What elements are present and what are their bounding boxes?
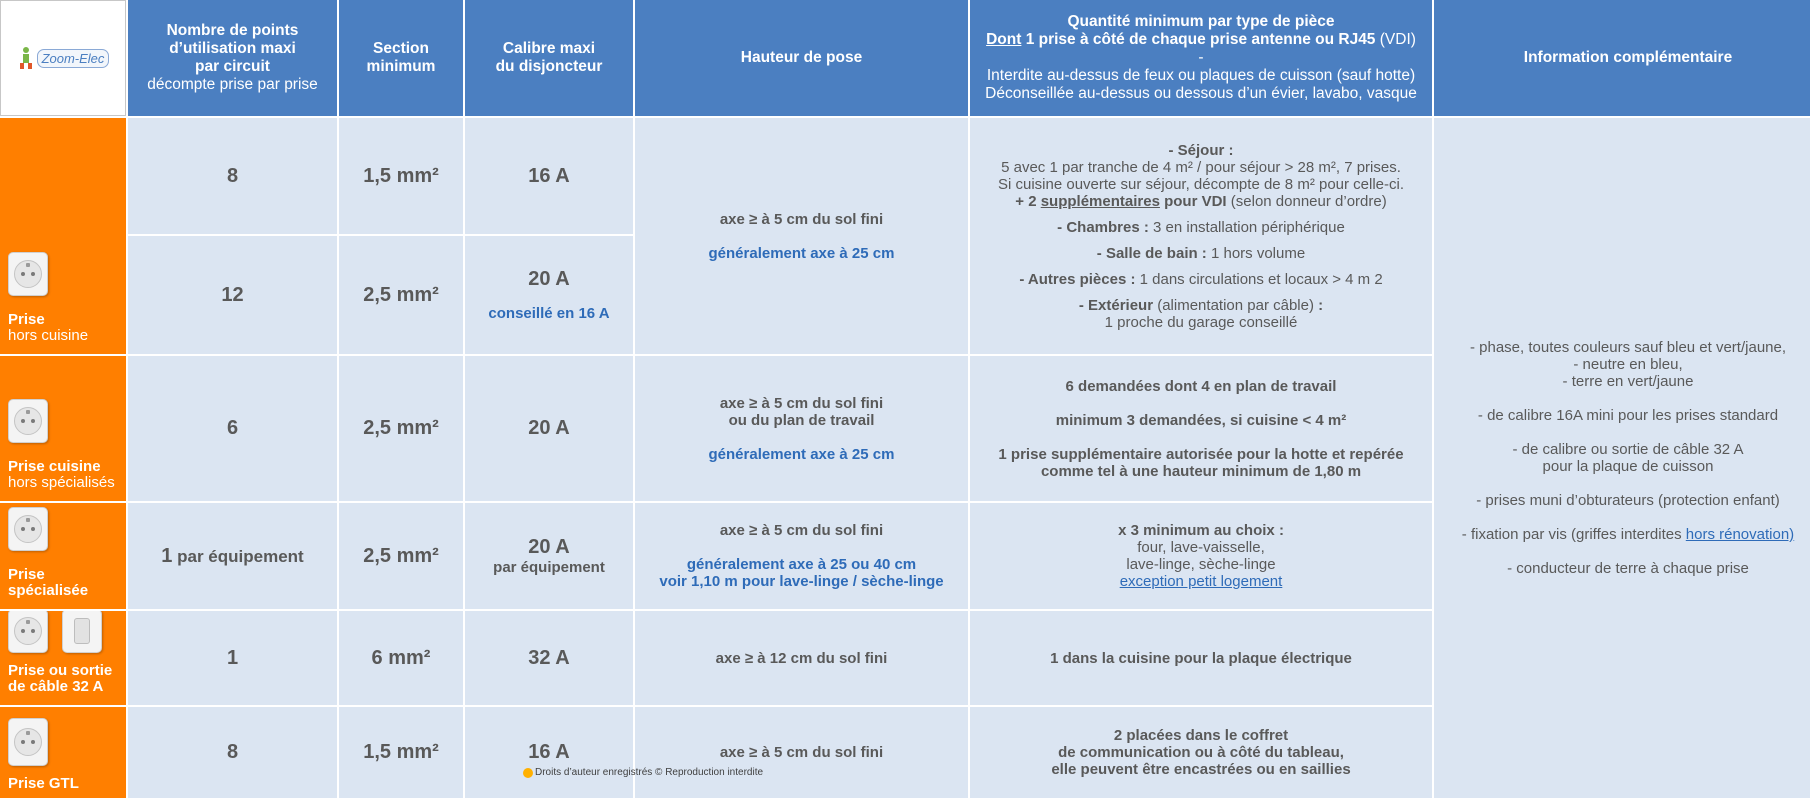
exception-petit-logement-link[interactable]: exception petit logement bbox=[1119, 573, 1283, 590]
hauteur-note: généralement axe à 25 ou 40 cm bbox=[686, 556, 917, 573]
quantite-line: comme tel à une hauteur minimum de 1,80 m bbox=[1040, 462, 1362, 480]
section-cell: 6 mm² bbox=[339, 611, 463, 705]
section-cell: 2,5 mm² bbox=[339, 356, 463, 501]
hauteur-cell: axe ≥ à 5 cm du sol fini bbox=[635, 707, 968, 798]
section-cell: 2,5 mm² bbox=[339, 503, 463, 609]
sdb-line bbox=[1097, 245, 1305, 262]
points-cell bbox=[128, 503, 337, 609]
chambres-label: - Chambres : bbox=[1057, 218, 1154, 236]
info-line bbox=[1462, 526, 1794, 543]
calibre-note: par équipement bbox=[493, 559, 605, 576]
quantite-line: 1 prise supplémentaire autorisée pour la hotte et repérée bbox=[998, 445, 1404, 463]
row-label-prise-cuisine bbox=[0, 356, 126, 501]
info-line: - conducteur de terre à chaque prise bbox=[1507, 560, 1749, 577]
calibre-cell: 16 A bbox=[465, 707, 633, 798]
logo-text: Zoom-Elec bbox=[37, 49, 110, 68]
dont-label: Dont bbox=[986, 31, 1022, 48]
row-label-cuisine-sub: hors spécialisés bbox=[8, 474, 115, 491]
header-hauteur-label: Hauteur de pose bbox=[740, 49, 863, 66]
calibre-cell: 20 A bbox=[465, 356, 633, 501]
hauteur-note: généralement axe à 25 cm bbox=[708, 244, 895, 262]
socket-icon bbox=[8, 611, 48, 653]
row-label-prise bbox=[0, 118, 126, 354]
header-quantite-title: Quantité minimum par type de pièce bbox=[1067, 13, 1335, 30]
copyright-badge-icon bbox=[523, 768, 533, 778]
vdi-pour: pour VDI bbox=[1159, 192, 1227, 210]
hauteur-cell bbox=[635, 356, 968, 501]
hauteur-text: ou du plan de travail bbox=[728, 411, 875, 429]
row-label-prise-title: Prise bbox=[8, 311, 45, 328]
vdi-supp: supplémentaires bbox=[1040, 192, 1160, 210]
row-label-32a-sub: de câble 32 A bbox=[8, 678, 104, 695]
info-line: pour la plaque de cuisson bbox=[1542, 458, 1714, 475]
socket-icon bbox=[8, 252, 48, 296]
info-fixation: - fixation par vis (griffes interdites bbox=[1461, 526, 1686, 543]
quantite-line: minimum 3 demandées, si cuisine < 4 m² bbox=[1055, 411, 1347, 429]
header-quantite-l3: Interdite au-dessus de feux ou plaques de cuisson (sauf hotte) bbox=[986, 67, 1416, 84]
chambres-value: 3 en installation périphérique bbox=[1153, 218, 1345, 236]
hors-renovation-link[interactable]: hors rénovation) bbox=[1685, 526, 1795, 543]
autres-value: 1 dans circulations et locaux > 4 m 2 bbox=[1139, 270, 1383, 288]
points-cell: 8 bbox=[128, 118, 337, 234]
quantite-line: x 3 minimum au choix : bbox=[1118, 522, 1284, 539]
header-quantite-l4: Déconseillée au-dessus ou dessous d’un évier, lavabo, vasque bbox=[985, 85, 1417, 102]
hauteur-text: axe ≥ à 5 cm du sol fini bbox=[719, 210, 884, 228]
calibre-note: conseillé en 16 A bbox=[488, 305, 610, 322]
header-points-l2: d’utilisation maxi bbox=[169, 40, 296, 57]
info-line: - phase, toutes couleurs sauf bleu et vert/jaune, bbox=[1469, 339, 1787, 356]
vdi-label: (VDI) bbox=[1375, 31, 1416, 48]
sdb-value: 1 hors volume bbox=[1210, 244, 1306, 262]
header-points-l1: Nombre de points bbox=[166, 22, 299, 39]
socket-icon bbox=[8, 507, 48, 551]
logo-mark bbox=[17, 46, 110, 70]
info-line: - prises muni d’obturateurs (protection enfant) bbox=[1476, 492, 1780, 509]
chambres-line bbox=[1057, 219, 1345, 236]
cable-outlet-icon bbox=[62, 611, 102, 653]
hauteur-text: axe ≥ à 5 cm du sol fini bbox=[719, 394, 884, 412]
socket-icon bbox=[8, 399, 48, 443]
quantite-line: de communication ou à côté du tableau, bbox=[1058, 744, 1344, 761]
row-label-32a-title: Prise ou sortie bbox=[8, 662, 113, 679]
socket-icons bbox=[8, 611, 102, 653]
row-label-prise-gtl bbox=[0, 707, 126, 798]
header-section-l2: minimum bbox=[366, 58, 436, 75]
sejour-line: 5 avec 1 par tranche de 4 m² / pour séjour > 28 m², 7 prises. bbox=[1001, 158, 1401, 176]
points-cell: 1 bbox=[128, 611, 337, 705]
exterieur-value: 1 proche du garage conseillé bbox=[1104, 313, 1298, 331]
header-points-sub: décompte prise par prise bbox=[147, 76, 318, 93]
info-line: - neutre en bleu, bbox=[1573, 356, 1683, 373]
header-calibre-l1: Calibre maxi bbox=[502, 40, 596, 57]
header-calibre-l2: du disjoncteur bbox=[495, 58, 603, 75]
section-cell: 1,5 mm² bbox=[339, 118, 463, 234]
header-hauteur bbox=[635, 0, 968, 116]
exterieur-label: - Extérieur bbox=[1078, 296, 1154, 314]
section-cell: 1,5 mm² bbox=[339, 707, 463, 798]
header-quantite-dont bbox=[986, 31, 1416, 49]
hauteur-note: généralement axe à 25 cm bbox=[708, 445, 895, 463]
row-label-prise-specialisee bbox=[0, 503, 126, 609]
autres-label: - Autres pièces : bbox=[1019, 270, 1140, 288]
figure-icon bbox=[17, 46, 35, 70]
calibre-value: 20 A bbox=[528, 536, 570, 558]
info-line: - de calibre ou sortie de câble 32 A bbox=[1512, 441, 1744, 458]
quantite-cell bbox=[970, 707, 1432, 798]
info-line: - de calibre 16A mini pour les prises standard bbox=[1477, 407, 1779, 424]
points-value bbox=[161, 545, 303, 568]
logo[interactable] bbox=[0, 0, 126, 116]
info-line: - terre en vert/jaune bbox=[1562, 373, 1694, 390]
row-label-prise-sub: hors cuisine bbox=[8, 327, 89, 344]
exterieur-line bbox=[1079, 297, 1323, 314]
hauteur-cell bbox=[635, 503, 968, 609]
exterieur-colon: : bbox=[1313, 296, 1324, 314]
copyright-notice bbox=[523, 767, 763, 778]
hauteur-text: axe ≥ à 5 cm du sol fini bbox=[719, 522, 884, 539]
quantite-cell: 1 dans la cuisine pour la plaque électrique bbox=[970, 611, 1432, 705]
points-cell: 8 bbox=[128, 707, 337, 798]
header-section-l1: Section bbox=[373, 40, 429, 57]
hauteur-cell: axe ≥ à 12 cm du sol fini bbox=[635, 611, 968, 705]
copyright-text: Droits d’auteur enregistrés © Reproduction interdite bbox=[535, 767, 764, 778]
calibre-cell: 16 A bbox=[465, 118, 633, 234]
sejour-vdi bbox=[1015, 193, 1386, 210]
section-cell: 2,5 mm² bbox=[339, 236, 463, 354]
calibre-cell: 32 A bbox=[465, 611, 633, 705]
quantite-line: lave-linge, sèche-linge bbox=[1126, 556, 1276, 573]
header-info-label: Information complémentaire bbox=[1523, 49, 1733, 66]
quantite-cell bbox=[970, 118, 1432, 354]
vdi-plus: + 2 bbox=[1015, 192, 1041, 210]
sejour-title: - Séjour : bbox=[1168, 141, 1234, 159]
sejour-line: Si cuisine ouverte sur séjour, décompte de 8 m² pour celle-ci. bbox=[997, 175, 1405, 193]
points-cell: 12 bbox=[128, 236, 337, 354]
row-label-specialisee-sub: spécialisée bbox=[8, 582, 89, 599]
quantite-cell bbox=[970, 356, 1432, 501]
points-cell: 6 bbox=[128, 356, 337, 501]
quantite-line: 2 placées dans le coffret bbox=[1113, 727, 1289, 744]
quantite-cell bbox=[970, 503, 1432, 609]
calibre-cell bbox=[465, 503, 633, 609]
exterieur-note: (alimentation par câble) bbox=[1153, 296, 1314, 314]
hauteur-cell bbox=[635, 118, 968, 354]
dont-rest: 1 prise à côté de chaque prise antenne ou RJ45 bbox=[1021, 31, 1376, 48]
vdi-note: (selon donneur d’ordre) bbox=[1226, 192, 1387, 210]
header-info bbox=[1434, 0, 1810, 116]
row-label-cuisine-title: Prise cuisine bbox=[8, 458, 101, 475]
header-section bbox=[339, 0, 463, 116]
info-cell bbox=[1434, 118, 1810, 798]
quantite-line: four, lave-vaisselle, bbox=[1137, 539, 1265, 556]
header-points bbox=[128, 0, 337, 116]
row-label-prise-32a bbox=[0, 611, 126, 705]
header-dash: - bbox=[1198, 49, 1204, 66]
sdb-label: - Salle de bain : bbox=[1096, 244, 1211, 262]
hauteur-note: voir 1,10 m pour lave-linge / sèche-linge bbox=[659, 573, 944, 590]
gtl-socket-icon bbox=[8, 718, 48, 766]
calibre-cell bbox=[465, 236, 633, 354]
row-label-specialisee-title: Prise bbox=[8, 566, 45, 583]
calibre-value: 20 A bbox=[528, 268, 570, 290]
quantite-line: 6 demandées dont 4 en plan de travail bbox=[1065, 377, 1337, 395]
quantite-line: elle peuvent être encastrées ou en saillies bbox=[1051, 761, 1351, 778]
header-calibre bbox=[465, 0, 633, 116]
row-label-gtl-title: Prise GTL bbox=[8, 775, 79, 792]
points-number: 1 bbox=[161, 544, 173, 567]
header-points-l3: par circuit bbox=[195, 58, 270, 75]
points-unit: par équipement bbox=[172, 546, 304, 566]
autres-line bbox=[1019, 271, 1382, 288]
header-quantite bbox=[970, 0, 1432, 116]
